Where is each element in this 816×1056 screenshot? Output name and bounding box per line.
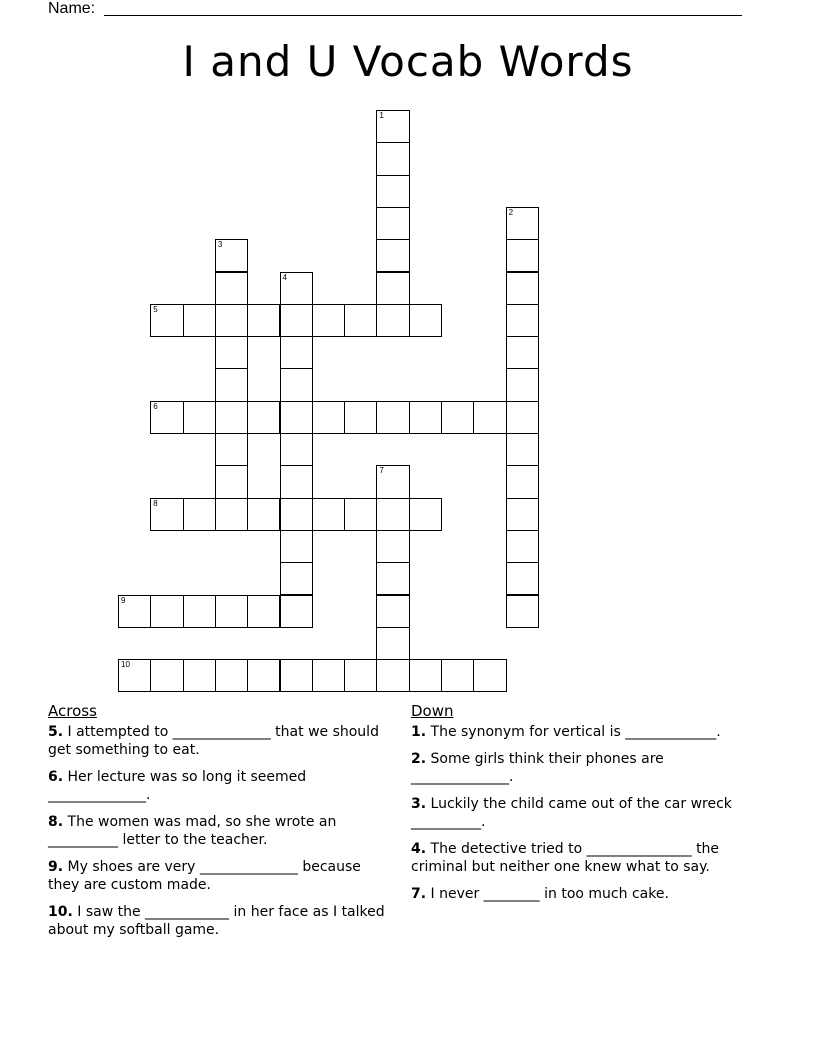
crossword-cell[interactable] [376, 175, 409, 208]
crossword-cell[interactable] [376, 627, 409, 660]
crossword-cell[interactable] [506, 530, 539, 563]
crossword-cell[interactable] [506, 368, 539, 401]
crossword-cell[interactable] [280, 530, 313, 563]
clue-text: I saw the ____________ in her face as I talked about my softball game. [48, 904, 385, 938]
crossword-cell[interactable] [280, 465, 313, 498]
crossword-cell[interactable] [118, 659, 151, 692]
crossword-cell[interactable] [376, 498, 409, 531]
across-heading: Across [48, 702, 97, 720]
crossword-cell[interactable] [247, 595, 280, 628]
across-clue [48, 903, 388, 939]
crossword-cell[interactable] [183, 659, 216, 692]
down-clue [411, 840, 751, 876]
crossword-cell[interactable] [280, 304, 313, 337]
crossword-cell[interactable] [376, 110, 409, 143]
crossword-cell[interactable] [376, 401, 409, 434]
crossword-cell[interactable] [183, 304, 216, 337]
clue-text: The synonym for vertical is _____________. [426, 724, 721, 740]
crossword-cell[interactable] [280, 401, 313, 434]
crossword-cell[interactable] [344, 498, 377, 531]
crossword-cell[interactable] [280, 272, 313, 305]
clue-number: 3. [411, 796, 427, 812]
crossword-cell[interactable] [118, 595, 151, 628]
crossword-cell[interactable] [312, 498, 345, 531]
crossword-cell[interactable] [506, 239, 539, 272]
clue-number: 9. [48, 859, 64, 875]
clue-number: 1 [379, 111, 384, 120]
clue-text: I attempted to ______________ that we should get something to eat. [48, 724, 379, 758]
crossword-cell[interactable] [215, 336, 248, 369]
crossword-cell[interactable] [376, 239, 409, 272]
crossword-cell[interactable] [215, 272, 248, 305]
crossword-cell[interactable] [473, 659, 506, 692]
crossword-cell[interactable] [280, 659, 313, 692]
clue-text: Some girls think their phones are ______________. [411, 751, 664, 785]
crossword-cell[interactable] [409, 498, 442, 531]
clue-text: The detective tried to _______________ the criminal but neither one knew what to say. [411, 841, 720, 875]
crossword-cell[interactable] [215, 239, 248, 272]
crossword-cell[interactable] [376, 142, 409, 175]
clue-number: 7. [411, 886, 427, 902]
clue-number: 8. [48, 814, 64, 830]
crossword-cell[interactable] [376, 659, 409, 692]
clue-number: 10 [121, 660, 130, 670]
crossword-cell[interactable] [376, 562, 409, 595]
clue-number: 1. [411, 724, 427, 740]
crossword-cell[interactable] [150, 304, 183, 337]
crossword-cell[interactable] [215, 465, 248, 498]
crossword-cell[interactable] [506, 272, 539, 305]
crossword-cell[interactable] [376, 272, 409, 305]
clue-number: 8 [153, 498, 158, 508]
clue-number: 7 [379, 466, 384, 476]
down-clue [411, 750, 751, 786]
crossword-cell[interactable] [215, 498, 248, 531]
crossword-cell[interactable] [506, 401, 539, 434]
crossword-cell[interactable] [344, 401, 377, 434]
crossword-cell[interactable] [215, 433, 248, 466]
crossword-cell[interactable] [409, 304, 442, 337]
crossword-cell[interactable] [150, 498, 183, 531]
crossword-cell[interactable] [506, 498, 539, 531]
crossword-cell[interactable] [312, 304, 345, 337]
name-label: Name: [48, 0, 96, 17]
clue-text: I never ________ in too much cake. [426, 886, 669, 902]
across-clue [48, 813, 388, 849]
crossword-cell[interactable] [344, 304, 377, 337]
crossword-cell[interactable] [312, 401, 345, 434]
clue-number: 4. [411, 841, 427, 857]
crossword-cell[interactable] [441, 401, 474, 434]
clue-text: My shoes are very ______________ because they are custom made. [48, 859, 361, 893]
crossword-cell[interactable] [183, 595, 216, 628]
crossword-cell[interactable] [247, 659, 280, 692]
clue-number: 6 [153, 401, 158, 411]
crossword-cell[interactable] [506, 433, 539, 466]
crossword-cell[interactable] [376, 530, 409, 563]
down-clue [411, 723, 751, 741]
crossword-cell[interactable] [215, 368, 248, 401]
crossword-cell[interactable] [215, 304, 248, 337]
crossword-cell[interactable] [312, 659, 345, 692]
crossword-cell[interactable] [183, 498, 216, 531]
crossword-cell[interactable] [506, 207, 539, 240]
across-clue [48, 768, 388, 804]
crossword-cell[interactable] [183, 401, 216, 434]
crossword-cell[interactable] [280, 433, 313, 466]
clue-number: 2. [411, 751, 427, 767]
crossword-cell[interactable] [441, 659, 474, 692]
crossword-cell[interactable] [215, 401, 248, 434]
crossword-cell[interactable] [506, 562, 539, 595]
clue-number: 9 [121, 595, 126, 605]
crossword-cell[interactable] [409, 401, 442, 434]
crossword-cell[interactable] [376, 465, 409, 498]
clue-number: 5. [48, 724, 64, 740]
clue-text: Luckily the child came out of the car wreck __________. [411, 796, 732, 830]
across-clue [48, 858, 388, 894]
clue-number: 10. [48, 904, 73, 920]
down-clues [411, 702, 751, 912]
crossword-cell[interactable] [409, 659, 442, 692]
clue-number: 6. [48, 769, 64, 785]
across-clues [48, 702, 388, 948]
clue-text: Her lecture was so long it seemed ______________. [48, 769, 307, 803]
clue-text: The women was mad, so she wrote an __________ letter to the teacher. [48, 814, 337, 848]
down-clue [411, 795, 751, 831]
crossword-cell[interactable] [506, 304, 539, 337]
clue-number: 3 [217, 240, 223, 250]
clue-number: 2 [508, 207, 514, 217]
crossword-cell[interactable] [247, 401, 280, 434]
crossword-cell[interactable] [215, 659, 248, 692]
crossword-cell[interactable] [506, 595, 539, 628]
crossword-cell[interactable] [150, 595, 183, 628]
crossword-cell[interactable] [473, 401, 506, 434]
crossword-cell[interactable] [150, 401, 183, 434]
crossword-cell[interactable] [280, 336, 313, 369]
crossword-cell[interactable] [376, 304, 409, 337]
crossword-cell[interactable] [506, 465, 539, 498]
down-heading: Down [411, 702, 454, 720]
crossword-cell[interactable] [344, 659, 377, 692]
crossword-cell[interactable] [247, 304, 280, 337]
clue-number: 5 [153, 304, 158, 314]
crossword-cell[interactable] [247, 498, 280, 531]
clue-number: 4 [282, 272, 287, 282]
crossword-cell[interactable] [280, 595, 313, 628]
down-clue [411, 885, 751, 903]
crossword-cell[interactable] [280, 562, 313, 595]
across-clue [48, 723, 388, 759]
crossword-cell[interactable] [215, 595, 248, 628]
crossword-cell[interactable] [280, 368, 313, 401]
crossword-cell[interactable] [506, 336, 539, 369]
crossword-cell[interactable] [376, 595, 409, 628]
crossword-cell[interactable] [150, 659, 183, 692]
page-title: I and U Vocab Words [182, 37, 634, 86]
crossword-cell[interactable] [376, 207, 409, 240]
crossword-cell[interactable] [280, 498, 313, 531]
